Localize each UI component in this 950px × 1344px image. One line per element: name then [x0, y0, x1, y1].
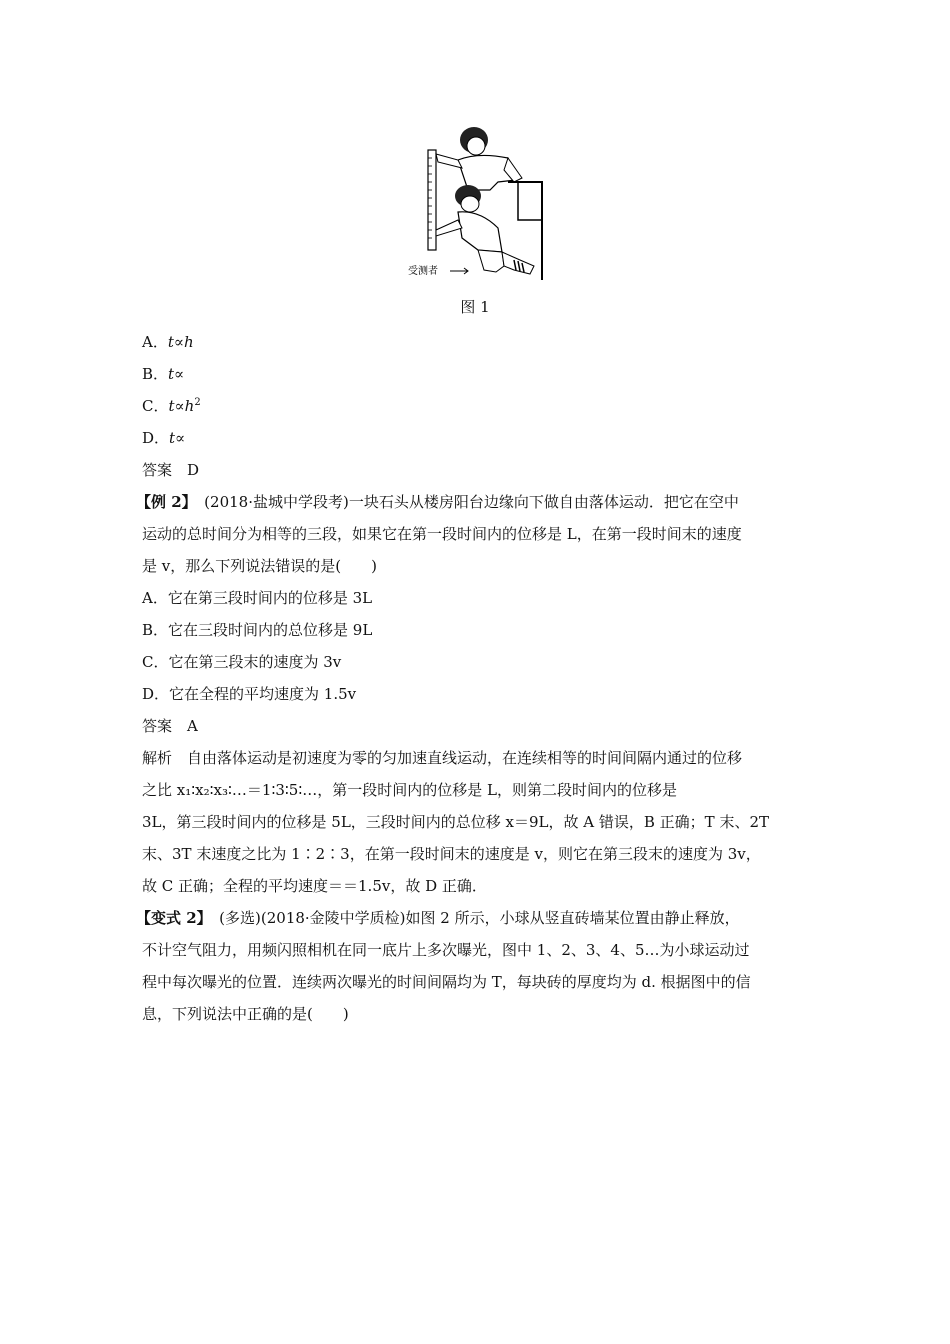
variant-2-line-1: 【变式 2】 (多选)(2018·金陵中学质检)如图 2 所示，小球从竖直砖墙某位置由静止释放， — [136, 909, 740, 927]
analysis-line-4: 末、3T 末速度之比为 1∶2∶3，在第一段时间末的速度是 v，则它在第三段末的速度为 3v， — [142, 845, 761, 863]
question-content — [136, 326, 822, 1030]
analysis-line-2: 之比 x₁∶x₂∶x₃∶…＝1∶3∶5∶…，第一段时间内的位移是 L，则第二段时间内的位移是 — [142, 781, 677, 799]
variant-2-line-3: 程中每次曝光的位置．连续两次曝光的时间间隔均为 T，每块砖的厚度均为 d. 根据图中的信 — [142, 973, 751, 991]
figure-label: 受测者 — [408, 266, 438, 277]
example-2-option-b: B．它在三段时间内的总位移是 9L — [142, 621, 373, 639]
example-2-option-a: A．它在第三段时间内的位移是 3L — [142, 589, 373, 607]
figure-1-illustration — [408, 120, 542, 282]
answer-1: 答案 D — [142, 461, 200, 479]
example-2-line-2: 运动的总时间分为相等的三段，如果它在第一段时间内的位移是 L，在第一段时间末的速度 — [142, 525, 742, 543]
analysis-line-1: 解析 自由落体运动是初速度为零的匀加速直线运动，在连续相等的时间间隔内通过的位移 — [142, 749, 743, 767]
variant-2-tag: 【变式 2】 — [136, 909, 205, 927]
option-c: C．$t\propto h^2$ — [142, 397, 201, 415]
ruler-drop-test-illustration — [408, 120, 542, 282]
example-2-option-c: C．它在第三段末的速度为 3v — [142, 653, 342, 671]
example-2-option-d: D．它在全程的平均速度为 1.5v — [142, 685, 357, 703]
example-2-tag: 【例 2】 — [136, 493, 190, 511]
figure-1-caption: 图 1 — [460, 298, 490, 316]
variant-2-line-2: 不计空气阻力，用频闪照相机在同一底片上多次曝光，图中 1、2、3、4、5…为小球运动过 — [142, 941, 750, 959]
analysis-line-5: 故 C 正确；全程的平均速度＝＝1.5v，故 D 正确． — [142, 877, 487, 895]
example-2-line-1: 【例 2】 (2018·盐城中学段考)一块石头从楼房阳台边缘向下做自由落体运动．把它在空中 — [136, 493, 739, 511]
option-b: B．t∝ — [142, 365, 185, 383]
example-2-line-3: 是 v，那么下列说法错误的是( ) — [142, 557, 377, 575]
variant-2-line-4: 息，下列说法中正确的是( ) — [142, 1005, 349, 1023]
analysis-line-3: 3L，第三段时间内的位移是 5L，三段时间内的总位移 x＝9L，故 A 错误，B 正确；T 末、2T — [142, 813, 769, 831]
option-a: A．t∝h — [142, 333, 194, 351]
option-d: D．t∝ — [142, 429, 186, 447]
answer-2: 答案 A — [142, 717, 198, 735]
